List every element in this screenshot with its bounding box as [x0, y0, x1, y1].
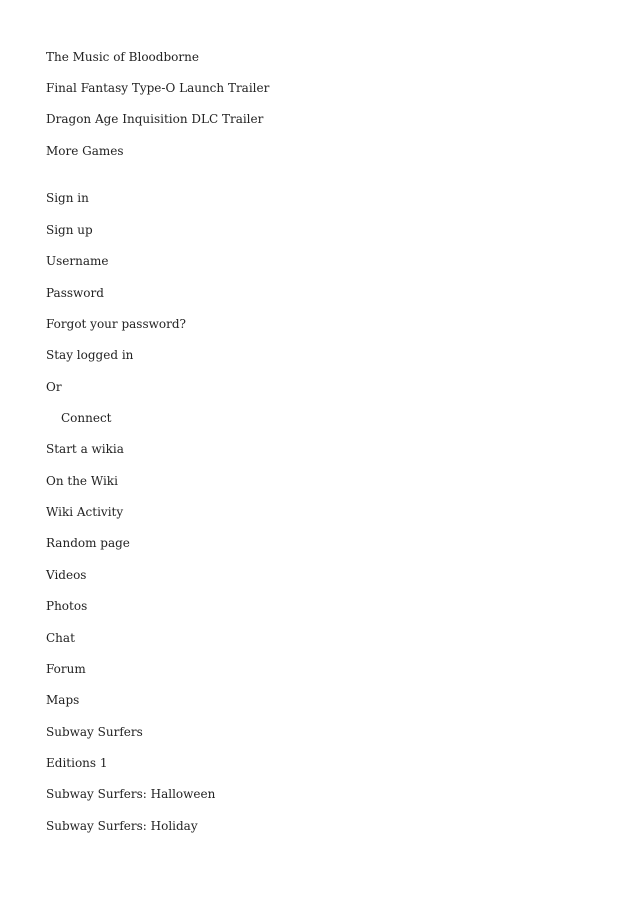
start-wikia-link[interactable]: Start a wikia	[46, 442, 124, 456]
nav-link-wiki-activity[interactable]: Wiki Activity	[46, 505, 124, 519]
nav-link-videos[interactable]: Videos	[46, 568, 87, 582]
sign-in-link[interactable]: Sign in	[46, 191, 89, 205]
username-label: Username	[46, 254, 109, 268]
game-video-link-dragon-age[interactable]: Dragon Age Inquisition DLC Trailer	[46, 112, 264, 126]
on-the-wiki-heading[interactable]: On the Wiki	[46, 474, 118, 488]
nav-link-forum[interactable]: Forum	[46, 662, 86, 676]
or-divider-text: Or	[46, 380, 62, 394]
nav-link-random-page[interactable]: Random page	[46, 536, 130, 550]
nav-link-photos[interactable]: Photos	[46, 599, 88, 613]
nav-link-subway-surfers[interactable]: Subway Surfers	[46, 725, 143, 739]
forgot-password-link[interactable]: Forgot your password?	[46, 317, 186, 331]
nav-link-maps[interactable]: Maps	[46, 693, 80, 707]
nav-link-subway-surfers-holiday[interactable]: Subway Surfers: Holiday	[46, 819, 198, 833]
password-label: Password	[46, 286, 104, 300]
nav-link-subway-surfers-halloween[interactable]: Subway Surfers: Halloween	[46, 787, 216, 801]
nav-link-chat[interactable]: Chat	[46, 631, 75, 645]
sign-up-link[interactable]: Sign up	[46, 223, 93, 237]
game-video-link-ff-type0[interactable]: Final Fantasy Type-O Launch Trailer	[46, 81, 270, 95]
nav-link-editions-1[interactable]: Editions 1	[46, 756, 108, 770]
game-video-link-bloodborne[interactable]: The Music of Bloodborne	[46, 50, 199, 64]
more-games-link[interactable]: More Games	[46, 144, 124, 158]
connect-button[interactable]: Connect	[61, 411, 112, 425]
stay-logged-in-label[interactable]: Stay logged in	[46, 348, 134, 362]
